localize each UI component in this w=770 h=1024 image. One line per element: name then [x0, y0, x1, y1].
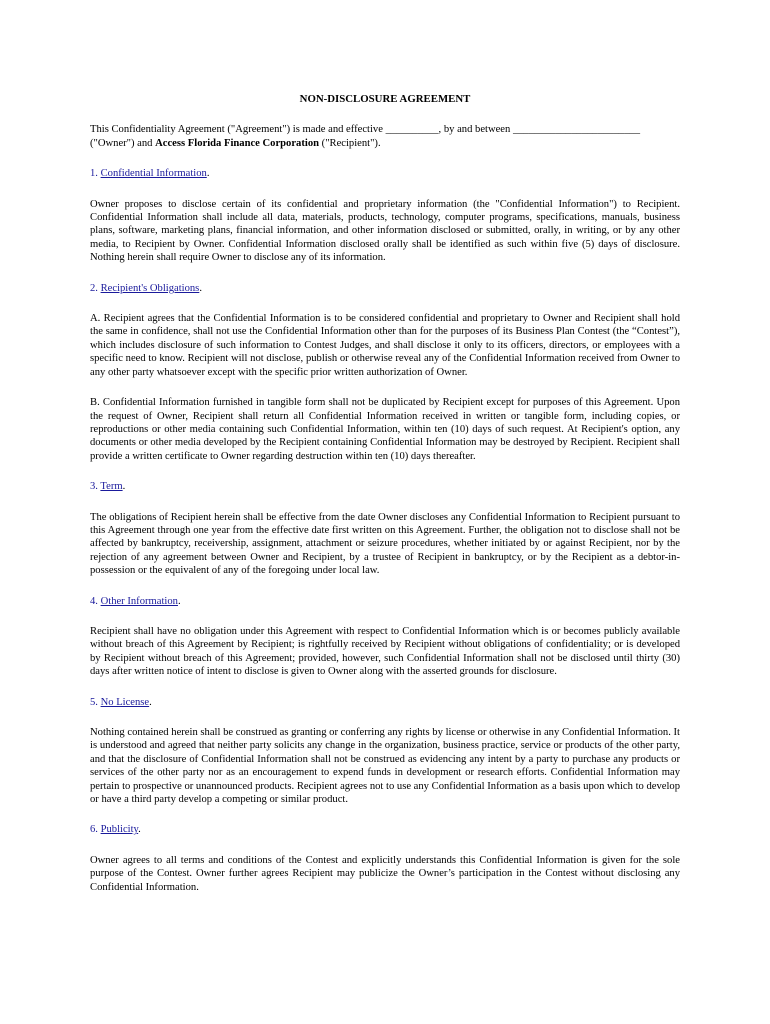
section-paragraph: The obligations of Recipient herein shall be effective from the date Owner discloses any Confidential Information to Recipient pursuant to this Agreement through one year from the effective date first written on this Agreement. Further, the obligation not to disclose shall not be affected by bankruptcy, receivership, assignment, attachment or seizure procedures, whether initiated by or against Recipient, nor by the rejection of any agreement between Owner and Recipient, by a trustee of Recipient in bankruptcy, or by the Recipient as a debtor-in-possession or the equivalent of any of the foregoing under local law. — [90, 511, 680, 577]
document-page — [90, 93, 680, 911]
section-number: 3. — [90, 481, 101, 493]
section-heading-recipients-obligations: 2. Recipient's Obligations. — [90, 282, 202, 294]
section-link-confidential-information[interactable]: Confidential Information — [100, 168, 207, 180]
section-number: 4. — [90, 595, 101, 607]
section-paragraph: Recipient shall have no obligation under this Agreement with respect to Confidential Information which is or becomes publicly available without breach of this Agreement by Recipient; is rightfully received by Recipient without obligations of confidentiality; or is developed by Recipient without breach of this Agreement; provided, however, such Confidential Information shall not be disclosed until thirty (30) days after written notice of intent to disclose is given to Owner along with the asserted grounds for disclosure. — [90, 625, 680, 678]
section-paragraph: A. Recipient agrees that the Confidential Information is to be considered confidential and proprietary to Owner and Recipient shall hold the same in confidence, shall not use the Confidential Information other than for the purposes of its Business Plan Contest (the “Contest”), which includes disclosure of such information to Contest Judges, and shall disclose it only to its officers, directors, or employees with a specific need to know. Recipient will not disclose, publish or otherwise reveal any of the Confidential Information received from Owner to any other party whatsoever except with the specific prior written authorization of Owner. — [90, 313, 680, 378]
section-heading-other-information: 4. Other Information. — [90, 595, 181, 607]
section-heading-term: 3. Term. — [90, 481, 126, 493]
section-paragraph: Nothing contained herein shall be construed as granting or conferring any rights by license or otherwise in any Confidential Information. It is understood and agreed that neither party solicits any change in the organization, business practice, service or products of the other party, and that the disclosure of Confidential Information shall not be construed as evidencing any intent by a party to purchase any products or services of the other party nor as an encouragement to expend funds in development or research efforts. Confidential Information may pertain to prospective or unannounced products. Recipient agrees not to use any Confidential Information as a basis upon which to develop or have a third party develop a competing or similar product. — [90, 727, 680, 806]
section-heading-confidential-information: 1. Confidential Information. — [90, 168, 210, 180]
section-link-no-license[interactable]: No License — [100, 696, 150, 708]
section-link-publicity[interactable]: Publicity — [100, 824, 139, 836]
section-number: 5. — [90, 696, 101, 708]
section-number: 2. — [90, 282, 101, 294]
document-title: NON-DISCLOSURE AGREEMENT — [299, 93, 471, 105]
section-paragraph: B. Confidential Information furnished in tangible form shall not be duplicated by Recipient except for purposes of this Agreement. Upon the request of Owner, Recipient shall return all Confidential Information received in written or tangible form, including copies, or reproductions or other media containing such Confidential Information, within ten (10) days of such request. At Recipient's option, any documents or other media developed by the Recipient containing Confidential Information may be destroyed by Recipient. Recipient shall provide a written certificate to Owner regarding destruction within ten (10) days thereafter. — [90, 397, 680, 462]
section-number: 6. — [90, 824, 101, 836]
section-link-recipients-obligations[interactable]: Recipient's Obligations — [100, 282, 200, 294]
section-number: 1. — [90, 168, 101, 180]
intro-paragraph — [90, 123, 680, 150]
section-heading-publicity: 6. Publicity. — [90, 824, 141, 836]
intro-text-1: This Confidentiality Agreement ("Agreement") is made and effective __________, by and between ________________________ ("Owner") and — [90, 124, 641, 149]
intro-text-2: ("Recipient"). — [319, 137, 381, 149]
section-paragraph: Owner agrees to all terms and conditions of the Contest and explicitly understands this Confidential Information is given for the sole purpose of the Contest. Owner further agrees Recipient may publicize the Owner’s participation in the Contest without disclosing any Confidential Information. — [90, 854, 680, 893]
section-link-other-information[interactable]: Other Information — [100, 595, 178, 607]
recipient-company-name: Access Florida Finance Corporation — [155, 137, 320, 149]
section-paragraph: Owner proposes to disclose certain of its confidential and proprietary information (the "Confidential Information") to Recipient. Confidential Information shall include all data, materials, products, technology, computer programs, specifications, manuals, business plans, software, marketing plans, financial information, and other information disclosed or submitted, orally, in writing, or by any other media, to Recipient by Owner. Confidential Information disclosed orally shall be identified as such within five (5) days of disclosure. Nothing herein shall require Owner to disclose any of its information. — [90, 198, 680, 264]
section-heading-no-license: 5. No License. — [90, 696, 152, 708]
section-link-term[interactable]: Term — [100, 481, 123, 493]
